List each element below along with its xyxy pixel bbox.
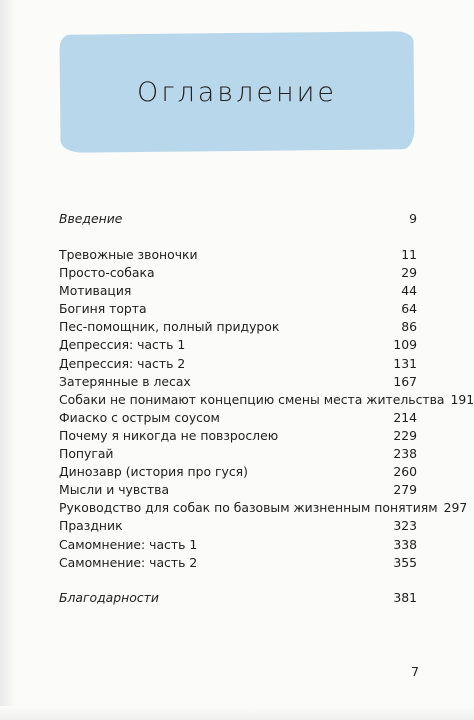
toc-entry-label: Праздник	[59, 518, 123, 534]
page-title: Оглавление	[136, 76, 338, 108]
toc-entry	[59, 355, 417, 373]
toc-entry-label: Руководство для собак по базовым жизненным понятиям	[59, 500, 438, 516]
toc-entry	[59, 409, 417, 427]
toc-entry	[59, 318, 417, 336]
toc-entry-page: 29	[401, 265, 417, 281]
toc-entry-page: 279	[393, 482, 417, 498]
toc-entry	[59, 499, 468, 517]
toc-entry-label: Просто-собака	[59, 265, 155, 281]
toc-entry-label: Почему я никогда не повзрослею	[59, 427, 279, 443]
toc-entry-page: 109	[393, 337, 417, 353]
page-bottom-edge	[0, 706, 474, 720]
toc-entry	[59, 246, 417, 264]
toc-entry-label: Мотивация	[59, 283, 132, 299]
toc-entry-intro	[59, 210, 417, 228]
toc-entry-page: 260	[393, 464, 417, 480]
toc-entry-page: 191	[450, 391, 474, 407]
toc-entry	[59, 536, 417, 554]
toc-entry	[59, 300, 417, 318]
toc-entry-label: Богиня торта	[59, 301, 147, 317]
toc-entry-page: 9	[409, 211, 417, 226]
toc-entry-label: Пес-помощник, полный придурок	[59, 319, 280, 335]
toc-chapter-list	[59, 246, 474, 572]
toc-entry-page: 44	[401, 283, 417, 299]
toc-entry	[59, 264, 417, 282]
toc-entry-page: 323	[393, 518, 417, 534]
toc-entry	[59, 373, 417, 391]
toc-entry-label: Мысли и чувства	[59, 482, 170, 498]
toc-entry-label: Динозавр (история про гуся)	[59, 464, 248, 480]
toc-entry-page: 229	[393, 427, 417, 443]
toc-entry	[59, 391, 474, 409]
toc-entry	[59, 554, 417, 572]
toc-entry-label: Собаки не понимают концепцию смены места жительства	[59, 391, 445, 407]
toc-entry	[59, 427, 417, 445]
toc-entry-label: Затерянные в лесах	[59, 373, 191, 389]
toc-entry-label: Депрессия: часть 1	[59, 337, 186, 353]
toc-entry	[59, 336, 417, 354]
toc-entry-label: Фиаско с острым соусом	[59, 409, 220, 425]
toc-entry	[59, 517, 417, 535]
toc-entry	[59, 282, 417, 300]
toc-entry-page: 338	[393, 536, 417, 552]
toc-entry-label: Введение	[59, 211, 123, 226]
toc-intro-section	[59, 210, 417, 228]
toc-entry-page: 238	[393, 446, 417, 462]
toc-entry-label: Тревожные звоночки	[59, 247, 198, 262]
toc-entry-acknowledgements	[59, 589, 417, 607]
toc-end-section	[59, 589, 417, 607]
toc-entry-page: 11	[401, 247, 417, 262]
toc-entry-page: 86	[401, 319, 417, 335]
toc-entry-page: 381	[393, 590, 417, 605]
toc-entry-page: 355	[393, 554, 417, 570]
toc-entry	[59, 463, 417, 481]
toc-entry-label: Самомнение: часть 2	[59, 554, 198, 570]
page-number: 7	[411, 664, 419, 679]
toc-entry-page: 297	[443, 500, 468, 516]
toc-entry-page: 167	[393, 373, 417, 389]
toc-entry-label: Депрессия: часть 2	[59, 355, 186, 371]
toc-entry	[59, 481, 417, 499]
spine-shadow	[0, 0, 16, 720]
toc-entry-page: 131	[393, 355, 417, 371]
toc-entry-label: Благодарности	[59, 590, 159, 605]
toc-entry-page: 214	[393, 409, 417, 425]
toc-entry-label: Попугай	[59, 446, 114, 462]
toc-entry	[59, 445, 417, 463]
toc-entry-page: 64	[401, 301, 417, 317]
toc-entry-label: Самомнение: часть 1	[59, 536, 198, 552]
